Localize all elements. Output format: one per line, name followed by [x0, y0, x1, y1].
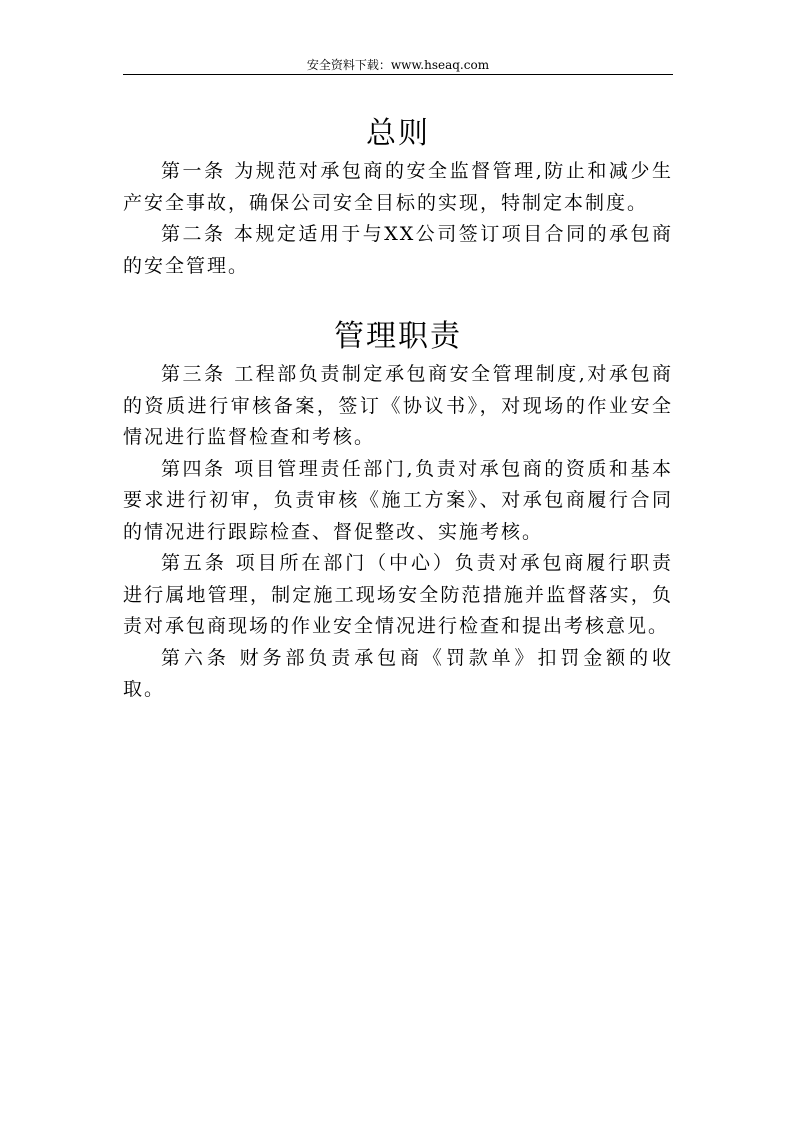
article-1: 第一条 为规范对承包商的安全监督管理,防止和减少生产安全事故，确保公司安全目标的实现，特制定本制度。	[123, 160, 673, 214]
section-gap	[123, 282, 673, 315]
document-body	[123, 112, 673, 706]
article-2: 第二条 本规定适用于与XX公司签订项目合同的承包商的安全管理。	[123, 223, 673, 277]
header-text: 安全资料下载：www.hseaq.com	[306, 58, 490, 72]
article-6: 第六条 财务部负责承包商《罚款单》扣罚金额的收取。	[123, 646, 673, 700]
section-title-general: 总则	[366, 116, 430, 151]
article-3: 第三条 工程部负责制定承包商安全管理制度,对承包商的资质进行审核备案，签订《协议书》，对现场的作业安全情况进行监督检查和考核。	[123, 363, 673, 448]
page-header	[123, 56, 673, 75]
article-4: 第四条 项目管理责任部门,负责对承包商的资质和基本要求进行初审，负责审核《施工方案》、对承包商履行合同的情况进行跟踪检查、督促整改、实施考核。	[123, 457, 673, 543]
section-title-responsibilities: 管理职责	[334, 319, 462, 354]
article-5: 第五条 项目所在部门（中心）负责对承包商履行职责进行属地管理，制定施工现场安全防范措施并监督落实，负责对承包商现场的作业安全情况进行检查和提出考核意见。	[123, 552, 673, 637]
